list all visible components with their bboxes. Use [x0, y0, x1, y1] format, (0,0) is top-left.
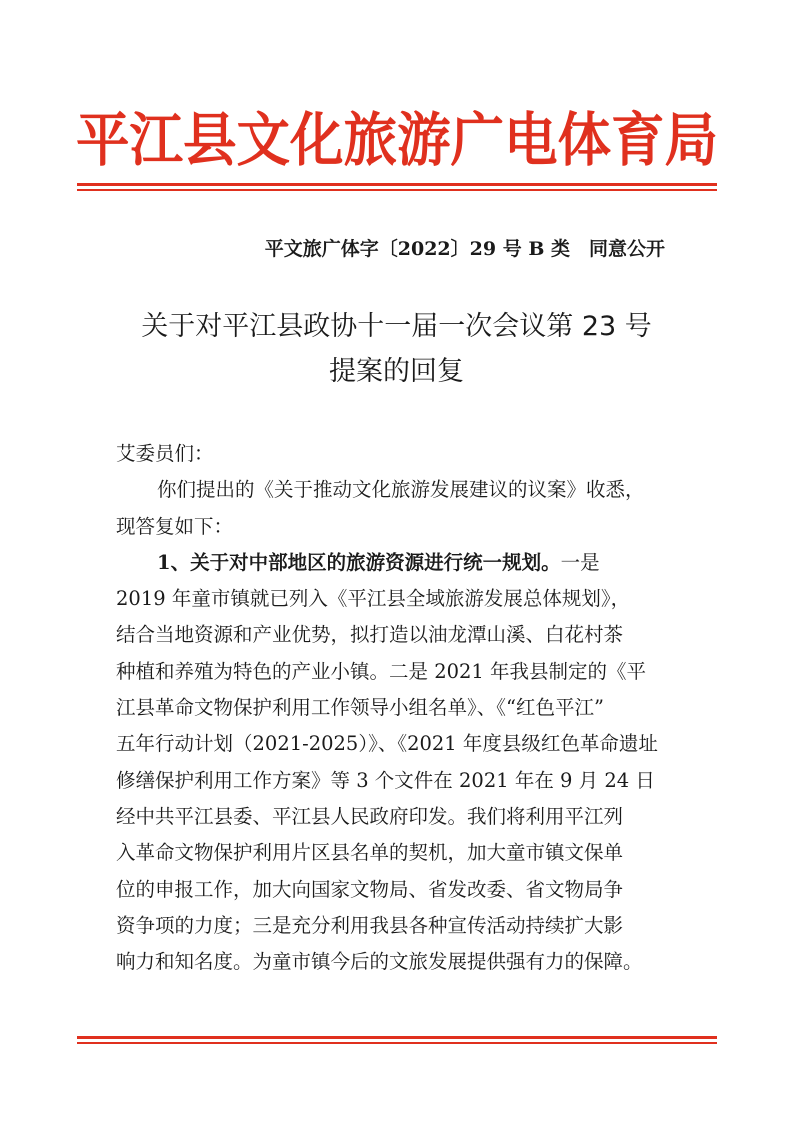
body-line: 五年行动计划（2021-2025）》、《2021 年度县级红色革命遗址: [116, 732, 658, 756]
letterhead-rule-thin: [77, 189, 717, 191]
body-line: [116, 545, 686, 581]
body-line: 资争项的力度；三是充分利用我县各种宣传活动持续扩大影: [116, 913, 624, 937]
body-line: 经中共平江县委、平江县人民政府印发。我们将利用平江列: [116, 804, 624, 828]
document-body: [116, 436, 686, 980]
body-line: 结合当地资源和产业优势，拟打造以油龙潭山溪、白花村茶: [116, 623, 624, 647]
body-line: 位的申报工作，加大向国家文物局、省发改委、省文物局争: [116, 877, 624, 901]
body-line: 入革命文物保护利用片区县名单的契机，加大童市镇文保单: [116, 841, 624, 865]
letterhead-rule-thick: [77, 183, 717, 186]
footer-rule-thin: [77, 1042, 717, 1044]
body-line: 你们提出的《关于推动文化旅游发展建议的议案》收悉，: [157, 478, 645, 502]
body-line: 修缮保护利用工作方案》等 3 个文件在 2021 年在 9 月 24 日: [116, 768, 655, 792]
document-title: [80, 304, 713, 394]
body-text-run: 一是: [560, 550, 600, 574]
salutation: 艾委员们：: [116, 442, 214, 465]
document-title-line-2: 提案的回复: [329, 356, 464, 387]
footer-rule-thick: [77, 1036, 717, 1039]
document-title-line-1: 关于对平江县政协十一届一次会议第 23 号: [141, 311, 652, 342]
body-line: 现答复如下：: [116, 514, 234, 538]
org-letterhead-title: 平江县文化旅游广电体育局: [76, 106, 719, 174]
body-line: 种植和养殖为特色的产业小镇。二是 2021 年我县制定的《平: [116, 659, 647, 683]
body-line: 响力和知名度。为童市镇今后的文旅发展提供强有力的保障。: [116, 950, 643, 974]
body-line: 江县革命文物保护利用工作领导小组名单》、《“红色平江”: [116, 696, 604, 720]
body-line: 2019 年童市镇就已列入《平江县全域旅游发展总体规划》，: [116, 587, 631, 611]
section-heading: 1、关于对中部地区的旅游资源进行统一规划。: [157, 550, 561, 574]
document-number: 平文旅广体字〔2022〕29 号 B 类 同意公开: [264, 238, 665, 260]
